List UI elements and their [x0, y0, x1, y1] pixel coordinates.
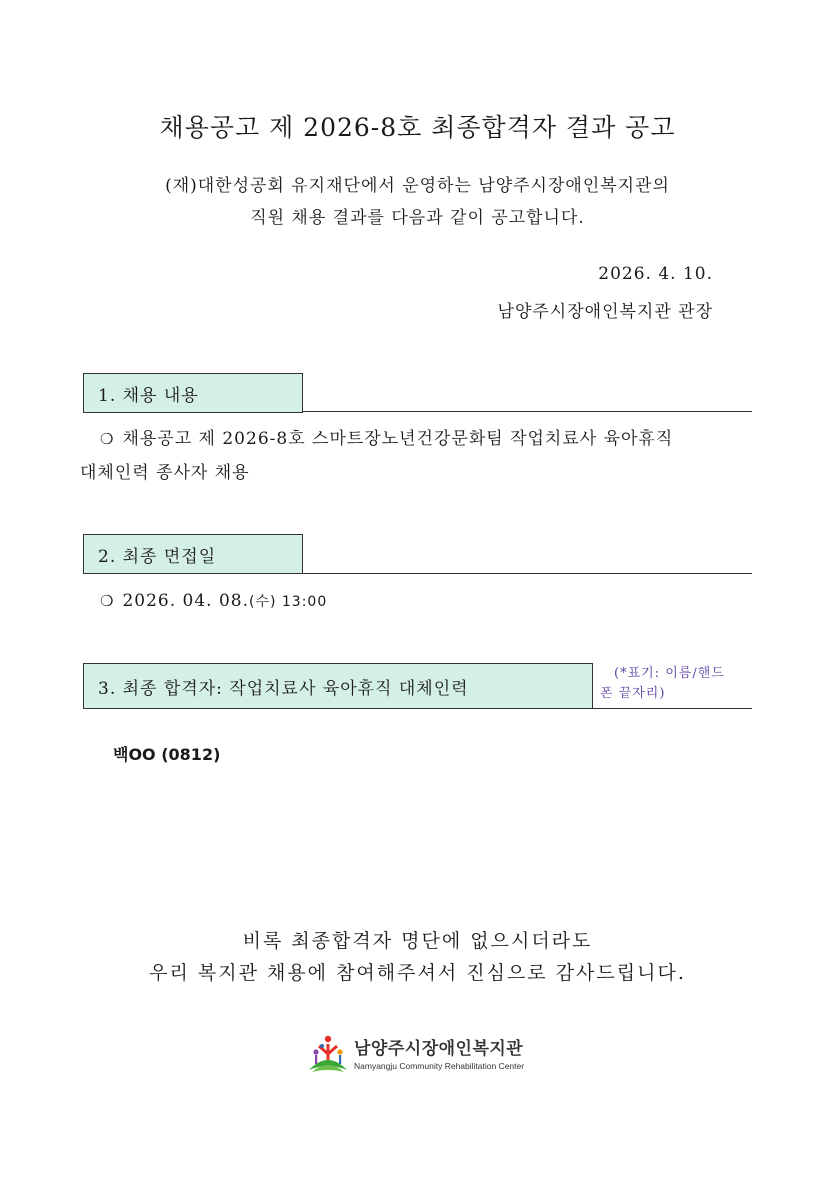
intro-line-1: (재)대한성공회 유지재단에서 운영하는 남양주시장애인복지관의: [165, 176, 670, 196]
section-2-heading: [83, 534, 303, 574]
section-2-content: [100, 584, 700, 619]
section-3-note: [600, 664, 750, 704]
section-3-heading: [83, 663, 593, 709]
note-line-2: 폰 끝자리): [600, 686, 666, 701]
section-1-divider: [303, 411, 752, 412]
page-title: 채용공고 제 2026-8호 최종합격자 결과 공고: [159, 113, 676, 142]
intro-line-2: 직원 채용 결과를 다음과 같이 공고합니다.: [250, 208, 585, 228]
closing-line-2: 우리 복지관 채용에 참여해주셔서 진심으로 감사드립니다.: [149, 962, 686, 984]
section-3-divider: [593, 708, 752, 709]
logo-name-korean: 남양주시장애인복지관: [354, 1039, 524, 1059]
closing-line-1: 비록 최종합격자 명단에 없으시더라도: [242, 930, 593, 952]
section-1-text-1: 채용공고 제 2026-8호 스마트장노년건강문화팀 작업치료사 육아휴직: [122, 429, 674, 449]
interview-date: 2026. 04. 08.: [122, 591, 249, 611]
section-1-heading-text: 1. 채용 내용: [98, 385, 199, 406]
announcement-date: 2026. 4. 10.: [598, 264, 713, 284]
section-1-content: [80, 422, 760, 490]
section-2-heading-text: 2. 최종 면접일: [98, 546, 217, 567]
section-1-text-2: 대체인력 종사자 채용: [80, 463, 250, 483]
intro-text: [0, 170, 835, 234]
center-logo: [306, 1032, 536, 1082]
section-2-divider: [303, 573, 752, 574]
final-candidate: 백OO (0812): [113, 745, 221, 764]
section-1-heading: [83, 373, 303, 413]
note-line-1: (*표기: 이름/핸드: [614, 666, 725, 681]
interview-day-time: (수) 13:00: [249, 594, 328, 610]
bullet-circle-icon: ❍: [100, 592, 115, 610]
section-1-line-1: [80, 422, 760, 456]
bullet-circle-icon: ❍: [100, 430, 115, 448]
center-logo-icon: [306, 1032, 350, 1076]
closing-message: [0, 925, 835, 989]
section-3-heading-text: 3. 최종 합격자: 작업치료사 육아휴직 대체인력: [98, 678, 469, 699]
issuer: 남양주시장애인복지관 관장: [497, 302, 713, 322]
logo-name-english: Namyangju Community Rehabilitation Center: [354, 1061, 525, 1071]
